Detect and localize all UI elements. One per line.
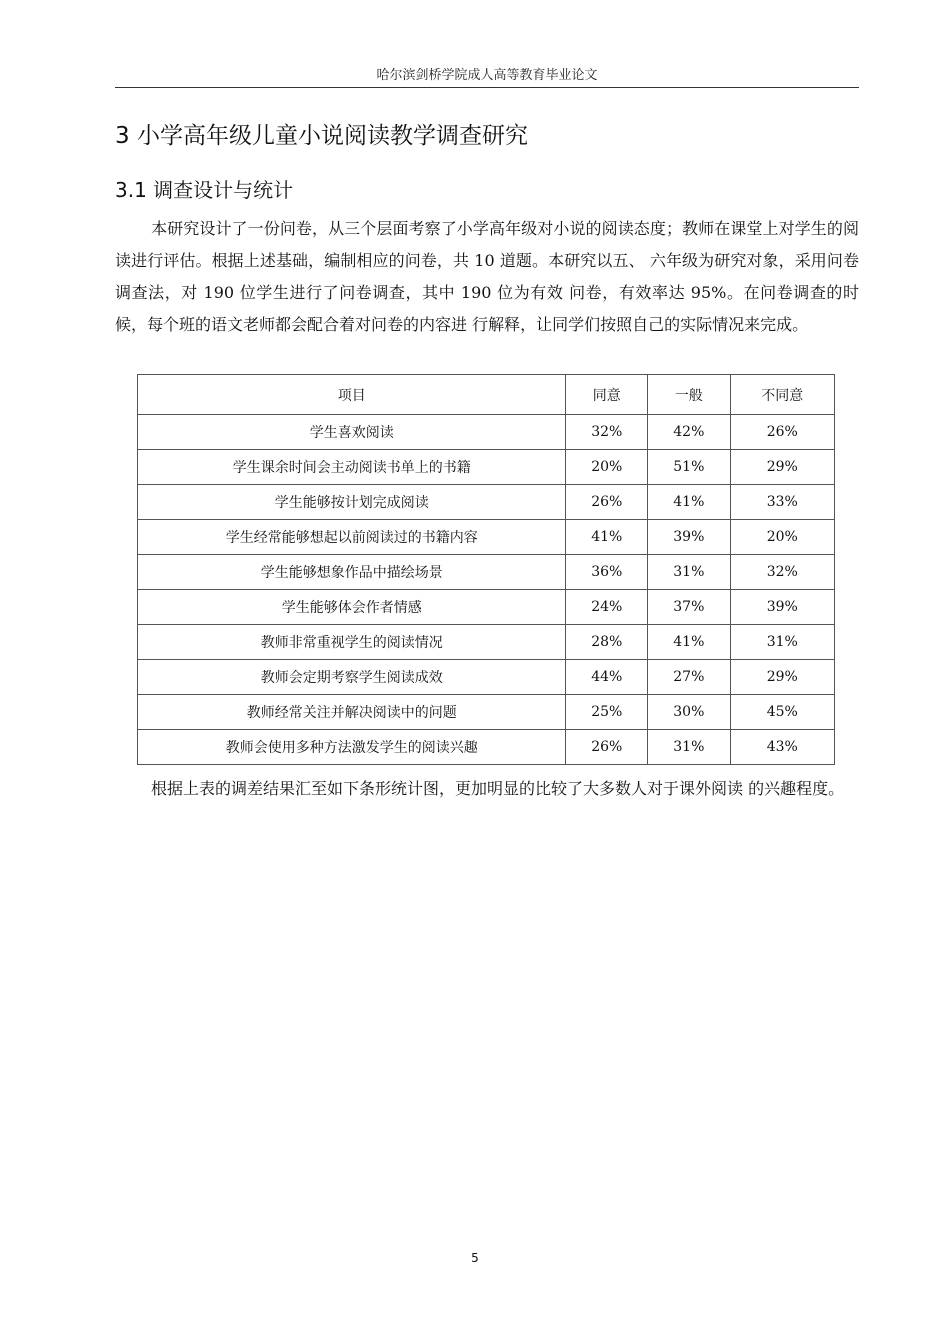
header-disagree: 不同意 bbox=[730, 375, 834, 415]
cell-agree: 26% bbox=[566, 485, 648, 520]
summary-paragraph-text: 根据上表的调差结果汇至如下条形统计图，更加明显的比较了大多数人对于课外阅读 的兴趣程度。 bbox=[151, 779, 845, 798]
header-agree: 同意 bbox=[566, 375, 648, 415]
cell-disagree: 39% bbox=[730, 590, 834, 625]
table-header-row bbox=[138, 375, 835, 415]
cell-agree: 20% bbox=[566, 450, 648, 485]
cell-neutral: 37% bbox=[648, 590, 731, 625]
cell-item: 学生能够体会作者情感 bbox=[138, 590, 566, 625]
cell-neutral: 41% bbox=[648, 625, 731, 660]
cell-disagree: 26% bbox=[730, 415, 834, 450]
page-number: 5 bbox=[471, 1251, 479, 1265]
cell-neutral: 51% bbox=[648, 450, 731, 485]
cell-neutral: 41% bbox=[648, 485, 731, 520]
cell-neutral: 31% bbox=[648, 730, 731, 765]
cell-agree: 32% bbox=[566, 415, 648, 450]
cell-agree: 24% bbox=[566, 590, 648, 625]
header-neutral: 一般 bbox=[648, 375, 731, 415]
cell-disagree: 31% bbox=[730, 625, 834, 660]
cell-item: 学生能够按计划完成阅读 bbox=[138, 485, 566, 520]
running-header: 哈尔滨剑桥学院成人高等教育毕业论文 bbox=[376, 68, 598, 83]
cell-item: 学生课余时间会主动阅读书单上的书籍 bbox=[138, 450, 566, 485]
cell-agree: 41% bbox=[566, 520, 648, 555]
cell-disagree: 32% bbox=[730, 555, 834, 590]
cell-disagree: 20% bbox=[730, 520, 834, 555]
cell-agree: 36% bbox=[566, 555, 648, 590]
cell-disagree: 29% bbox=[730, 450, 834, 485]
cell-neutral: 27% bbox=[648, 660, 731, 695]
cell-neutral: 30% bbox=[648, 695, 731, 730]
cell-disagree: 45% bbox=[730, 695, 834, 730]
survey-table bbox=[137, 374, 835, 765]
cell-item: 学生经常能够想起以前阅读过的书籍内容 bbox=[138, 520, 566, 555]
cell-item: 教师非常重视学生的阅读情况 bbox=[138, 625, 566, 660]
summary-paragraph bbox=[115, 773, 859, 805]
intro-paragraph bbox=[115, 213, 859, 341]
cell-disagree: 43% bbox=[730, 730, 834, 765]
cell-item: 教师会使用多种方法激发学生的阅读兴趣 bbox=[138, 730, 566, 765]
cell-neutral: 39% bbox=[648, 520, 731, 555]
chapter-title: 3 小学高年级儿童小说阅读教学调查研究 bbox=[115, 123, 528, 149]
cell-disagree: 33% bbox=[730, 485, 834, 520]
cell-item: 教师经常关注并解决阅读中的问题 bbox=[138, 695, 566, 730]
cell-agree: 26% bbox=[566, 730, 648, 765]
section-title: 3.1 调查设计与统计 bbox=[115, 178, 294, 202]
cell-disagree: 29% bbox=[730, 660, 834, 695]
cell-neutral: 31% bbox=[648, 555, 731, 590]
table-row bbox=[138, 660, 835, 695]
cell-agree: 25% bbox=[566, 695, 648, 730]
header-item: 项目 bbox=[138, 375, 566, 415]
cell-agree: 28% bbox=[566, 625, 648, 660]
table-row bbox=[138, 415, 835, 450]
table-row bbox=[138, 590, 835, 625]
table-row bbox=[138, 730, 835, 765]
intro-paragraph-text: 本研究设计了一份问卷，从三个层面考察了小学高年级对小说的阅读态度；教师在课堂上对学生的阅读进行评估。根据上述基础，编制相应的问卷，共 10 道题。本研究以五、 六年级为研究对象，采用问卷调查法，对 190 位学生进行了问卷调查，其中 190 位为有效 问卷，有效率达 95%。在问卷调查的时候，每个班的语文老师都会配合着对问卷的内容进 行解释，让同学们按照自己的实际情况来完成。 bbox=[115, 219, 859, 334]
cell-item: 学生喜欢阅读 bbox=[138, 415, 566, 450]
table-row bbox=[138, 625, 835, 660]
table-row bbox=[138, 695, 835, 730]
header-divider bbox=[115, 87, 859, 88]
table-row bbox=[138, 450, 835, 485]
cell-item: 教师会定期考察学生阅读成效 bbox=[138, 660, 566, 695]
cell-neutral: 42% bbox=[648, 415, 731, 450]
table-row bbox=[138, 520, 835, 555]
table-body bbox=[138, 415, 835, 765]
table-row bbox=[138, 555, 835, 590]
cell-agree: 44% bbox=[566, 660, 648, 695]
cell-item: 学生能够想象作品中描绘场景 bbox=[138, 555, 566, 590]
table-row bbox=[138, 485, 835, 520]
